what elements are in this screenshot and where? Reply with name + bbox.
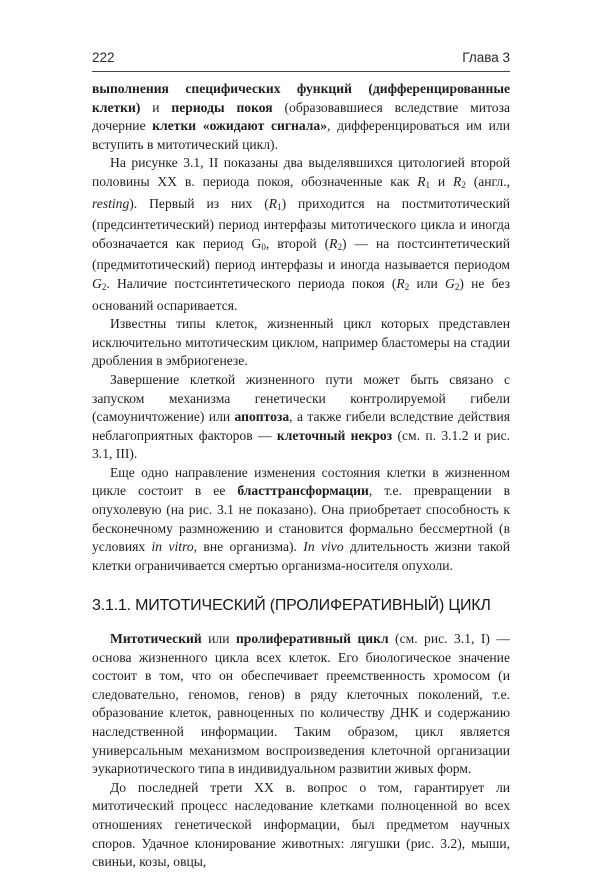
bold-term: клеточный некроз	[276, 427, 393, 443]
italic-symbol: G	[92, 275, 102, 291]
italic-term: in vitro	[151, 539, 194, 555]
text-run: (англ.,	[465, 173, 511, 189]
subscript: 2	[404, 281, 410, 292]
paragraph-apoptosis	[92, 371, 510, 464]
subscript: 2	[101, 281, 107, 292]
italic-symbol: R	[329, 235, 338, 251]
text-run: , вне организма).	[193, 539, 304, 555]
subscript: 2	[454, 281, 460, 292]
bold-term: периоды покоя	[171, 99, 273, 115]
text-run: ) приходится на постмитотический (предсинтетический) период интерфазы митотического цикла и иногда обозначается как период G	[92, 195, 510, 251]
bold-term: Митотический	[110, 631, 202, 647]
bold-term: клетки «ожидают сигнала»	[152, 118, 327, 134]
text-run: , а также гибели вследствие действия неблагоприятных факторов —	[92, 409, 511, 443]
header-rule	[92, 71, 510, 72]
italic-symbol: R	[453, 173, 462, 189]
text-run: длительность жизни такой клетки ограничивается смертью организма-носителя опухоли.	[92, 539, 510, 573]
text-run: На рисунке 3.1, II показаны два выделявшихся цитологией второй половины XX в. периода покоя, обозначенные как	[92, 155, 510, 189]
paragraph-resting-periods	[92, 154, 510, 315]
page-body	[92, 80, 510, 872]
text-run: , второй (	[265, 235, 330, 251]
text-run: ) — на постсинтетический (предмитотический) период интерфазы и иногда называется периодом	[92, 235, 510, 273]
subscript: 1	[277, 201, 282, 212]
text-run: Завершение клеткой жизненного пути может быть связано с запуском механизма генетически контролируемой гибели (самоуничтожение) или	[92, 371, 510, 425]
text-run: Еще одно направление изменения состояния клетки в жизненном цикле состоит в ее	[92, 464, 510, 499]
text-run: , дифференцироваться им или вступить в митотический цикл).	[92, 118, 510, 152]
paragraph-continuation	[92, 80, 510, 154]
text-run: . Наличие постсинтетического периода покоя (	[106, 275, 397, 291]
paragraph-mitotic-cycle	[92, 630, 510, 779]
page-number: 222	[92, 50, 115, 65]
italic-symbol: G	[445, 275, 455, 291]
italic-symbol: R	[417, 173, 426, 189]
subscript: 2	[461, 179, 466, 190]
text-run: , т.е. превращении в опухолевую (на рис. 3.1 не показано). Она приобретает способность к бесконечному размножению и становится формально бессмертной (в условиях	[92, 483, 510, 555]
chapter-label: Глава 3	[462, 50, 510, 65]
italic-term: resting	[92, 195, 130, 211]
subscript: 2	[337, 241, 342, 252]
bold-term: бласттрансформации	[237, 483, 369, 499]
paragraph-blast-transformation	[92, 464, 510, 576]
text-run: (см. рис. 3.1, I) — основа жизненного цикла всех клеток. Его биологическое значение состоит в том, что он обеспечивает преемственность хромосом (и следовательно, геномов, генов) в ряду клеточных поколений, т.е. образование клеток, равноценных по количеству ДНК и содержанию наследственной информации. Таким образом, цикл является универсальным механизмом воспроизведения клеточной организации эукариотического типа в индивидуальном развитии живых форм.	[92, 631, 510, 777]
text-run: (образовавшиеся вследствие митоза дочерние	[92, 99, 510, 134]
bold-term: пролиферативный цикл	[235, 631, 389, 647]
text-run: или	[409, 275, 446, 291]
text-run: и	[140, 99, 172, 115]
italic-symbol: R	[268, 195, 278, 211]
italic-term: In vivo	[303, 539, 344, 555]
italic-symbol: R	[396, 275, 405, 291]
text-run: (см. п. 3.1.2 и рис. 3.1, III).	[92, 427, 510, 462]
text-run: и	[430, 173, 454, 189]
subscript: 0	[261, 241, 266, 252]
bold-term: апоптоза	[234, 409, 290, 425]
paragraph-cloning: До последней трети XX в. вопрос о том, гарантирует ли митотический процесс наследование клетками полноценной во всех отношениях генетической информации, был предметом научных споров. Удачное клонирование животных: лягушки (рис. 3.2), мыши, свиньи, козы, овцы,	[92, 779, 510, 870]
text-run: или	[201, 631, 236, 647]
section-heading: 3.1.1. МИТОТИЧЕСКИЙ (ПРОЛИФЕРАТИВНЫЙ) ЦИКЛ	[92, 597, 491, 615]
subscript: 1	[425, 179, 431, 190]
text-run: ). Первый из них (	[129, 195, 269, 211]
paragraph-cell-types: Известны типы клеток, жизненный цикл которых представлен исключительно митотическим циклом, например бластомеры на стадии дробления в эмбриогенезе.	[92, 316, 510, 369]
text-run: ) не без оснований оспаривается.	[92, 275, 510, 313]
bold-term: выполнения специфических функций (дифференцированные клетки)	[92, 81, 510, 115]
